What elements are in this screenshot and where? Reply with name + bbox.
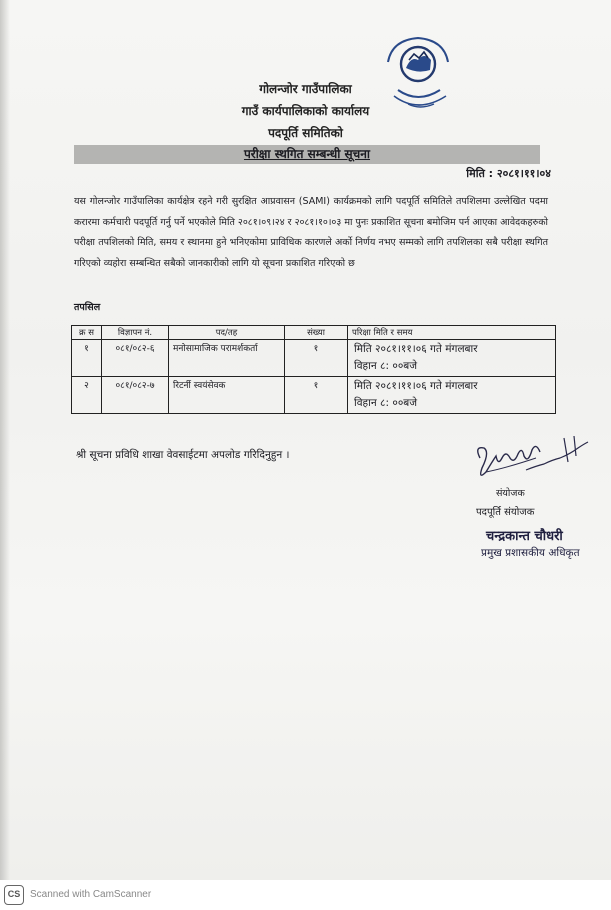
office-name: गाउँ कार्यपालिकाको कार्यालय	[241, 104, 370, 118]
header-ad-no: विज्ञापन नं.	[102, 326, 169, 340]
it-section-note: श्री सूचना प्रविधि शाखा वेवसाईटमा अपलोड गरिदिनुहुन ।	[76, 449, 290, 461]
table-row	[72, 340, 556, 377]
cell-post: रिटर्नी स्वयंसेवक	[169, 377, 285, 414]
office-seal-stamp	[378, 30, 464, 128]
cell-sn: १	[72, 340, 102, 377]
cell-sn: २	[72, 377, 102, 414]
exam-date: मिति २०८१।११।०६ गते मंगलबार	[354, 380, 478, 392]
cell-post: मनोसामाजिक परामर्शकर्ता	[169, 340, 285, 377]
table-header-row	[72, 326, 556, 340]
header-count: संख्या	[285, 326, 348, 340]
cell-count: १	[285, 377, 348, 414]
cell-count: १	[285, 340, 348, 377]
handwritten-signature	[466, 428, 594, 492]
camscanner-logo-icon: CS	[4, 885, 24, 905]
header-sn: क्र स	[72, 326, 102, 340]
header-exam-date: परिक्षा मिति र समय	[348, 326, 556, 340]
scanner-footer	[0, 880, 611, 910]
details-label: तपसिल	[74, 302, 101, 313]
table-row	[72, 377, 556, 414]
cell-exam-date-time	[348, 340, 556, 377]
committee-name: पदपूर्ति समितिको	[268, 126, 343, 140]
cell-ad-no: ०८१/०८२-६	[102, 340, 169, 377]
notice-title: परीक्षा स्थगित सम्बन्धी सूचना	[243, 147, 371, 161]
convener-label: संयोजक	[496, 488, 525, 499]
exam-time: विहान ८: ००बजे	[354, 397, 418, 409]
officer-title: प्रमुख प्रशासकीय अधिकृत	[481, 547, 580, 559]
scanner-watermark-text: Scanned with CamScanner	[30, 889, 152, 900]
committee-convener-label: पदपूर्ति संयोजक	[476, 507, 535, 518]
officer-name: चन्द्रकान्त चौधरी	[486, 529, 563, 544]
municipality-name: गोलन्जोर गाउँपालिका	[259, 82, 352, 96]
exam-schedule-table	[71, 325, 556, 414]
notice-body: यस गोलन्जोर गाउँपालिका कार्यक्षेत्र रहने गरी सुरक्षित आप्रवासन (SAMI) कार्यक्रमको लागि पदपूर्ति समितिले तपशिलमा उल्लेखित पदमा करारमा कर्मचारी पदपूर्ति गर्नु पर्ने भएकोले मिति २०८१।०९।२४ र २०८१।१०।०३ मा पुनः प्रकाशित सूचना बमोजिम पर्न आएका आवेदकहरुको परीक्षा तपशिलको मिति, समय र स्थानमा हुने भनिएकोमा प्राविधिक कारणले अर्को निर्णय नभए सम्मको लागि तपशिलका सबै परीक्षा स्थगित गरिएको व्यहोरा सम्बन्धित सबैको जानकारीको लागि यो सूचना प्रकाशित गरिएको छ	[74, 196, 548, 269]
cell-ad-no: ०८१/०८२-७	[102, 377, 169, 414]
header-post: पद/तह	[169, 326, 285, 340]
cell-exam-date-time	[348, 377, 556, 414]
exam-date: मिति २०८१।११।०६ गते मंगलबार	[354, 343, 478, 355]
notice-title-bar	[74, 145, 540, 164]
notice-date: मिति : २०८१।११।०४	[466, 167, 551, 180]
exam-time: विहान ८: ००बजे	[354, 360, 418, 372]
